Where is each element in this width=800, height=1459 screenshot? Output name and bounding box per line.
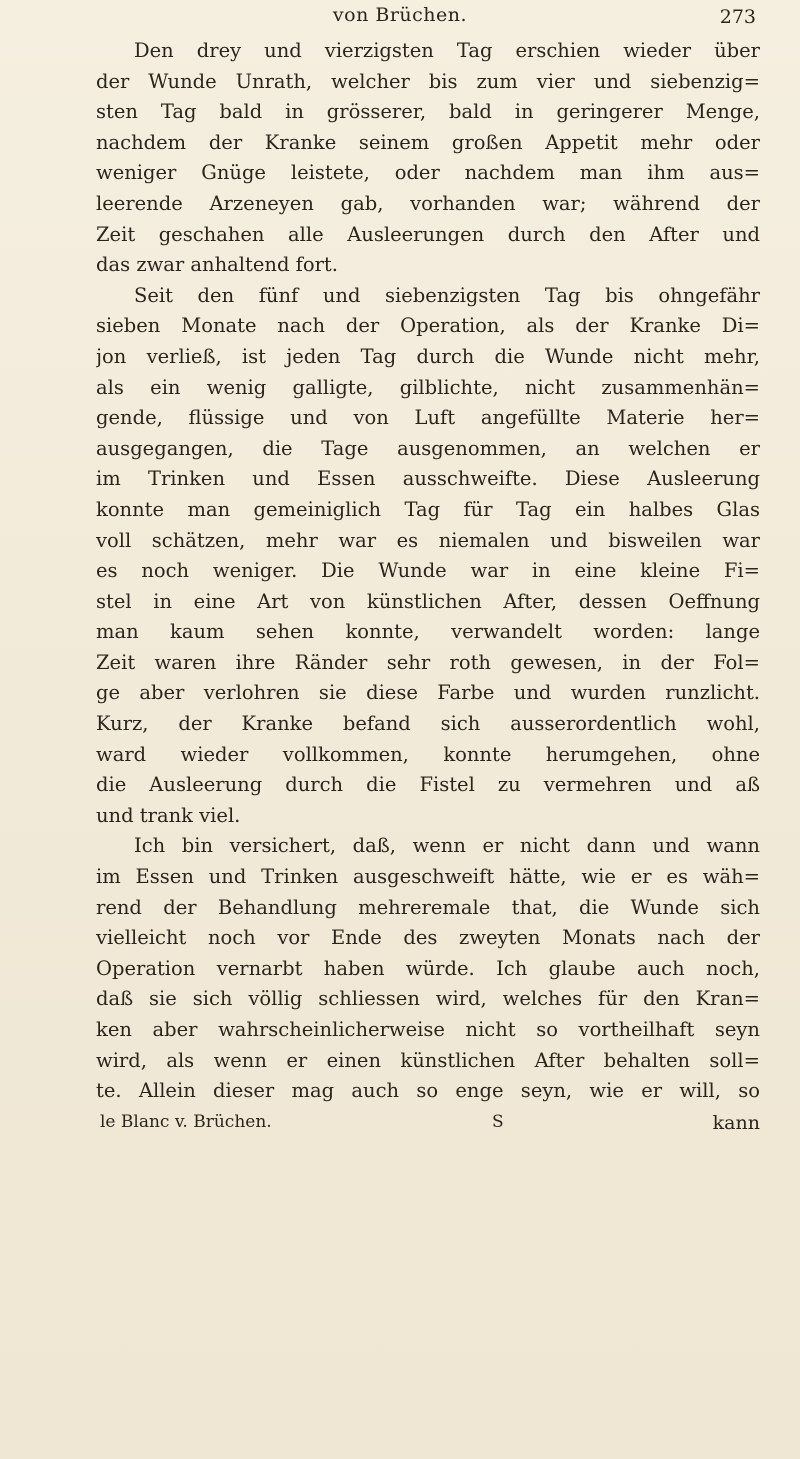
signature-mark: S: [492, 1112, 504, 1132]
page-header: [0, 2, 800, 32]
page-number: 273: [719, 6, 756, 28]
text-line: te. Allein dieser mag auch so enge seyn, wie er will, so: [96, 1079, 760, 1103]
text-line: sten Tag bald in grösserer, bald in geringerer Menge,: [96, 100, 760, 124]
text-line: Zeit waren ihre Ränder sehr roth gewesen, in der Fol=: [96, 650, 760, 674]
text-line: man kaum sehen konnte, verwandelt worden: lange: [96, 620, 760, 644]
catchword: kann: [712, 1112, 760, 1134]
text-line: ge aber verlohren sie diese Farbe und wurden runzlicht.: [96, 681, 760, 705]
text-line: wird, als wenn er einen künstlichen After behalten soll=: [96, 1048, 760, 1072]
text-line: weniger Gnüge leistete, oder nachdem man ihm aus=: [96, 161, 760, 185]
text-line: als ein wenig galligte, gilblichte, nicht zusammenhän=: [96, 375, 760, 399]
text-line: Den drey und vierzigsten Tag erschien wieder über: [134, 39, 760, 62]
text-line: daß sie sich völlig schliessen wird, welches für den Kran=: [96, 987, 760, 1011]
text-line: die Ausleerung durch die Fistel zu vermehren und aß: [96, 773, 760, 797]
text-line: nachdem der Kranke seinem großen Appetit mehr oder: [96, 130, 760, 154]
signature-left: le Blanc v. Brüchen.: [100, 1112, 272, 1132]
text-line: das zwar anhaltend fort.: [96, 253, 338, 277]
text-line: im Essen und Trinken ausgeschweift hätte, wie er es wäh=: [96, 865, 760, 889]
text-line: Seit den fünf und siebenzigsten Tag bis ohngefähr: [134, 283, 760, 307]
running-head: von Brüchen.: [332, 4, 468, 26]
text-line: konnte man gemeiniglich Tag für Tag ein halbes Glas: [96, 497, 760, 521]
text-line: ward wieder vollkommen, konnte herumgehen, ohne: [96, 742, 760, 766]
text-line: der Wunde Unrath, welcher bis zum vier und siebenzig=: [96, 69, 760, 93]
text-line: ken aber wahrscheinlicherweise nicht so vortheilhaft seyn: [96, 1018, 760, 1041]
body-text: [96, 36, 760, 1107]
page-footer: [100, 1112, 764, 1142]
text-line: gende, flüssige und von Luft angefüllte Materie her=: [96, 406, 760, 430]
text-line: leerende Arzeneyen gab, vorhanden war; während der: [96, 191, 760, 215]
text-line: im Trinken und Essen ausschweifte. Diese Ausleerung: [96, 467, 760, 491]
text-line: rend der Behandlung mehreremale that, die Wunde sich: [96, 895, 760, 919]
text-line: Kurz, der Kranke befand sich ausserordentlich wohl,: [96, 712, 760, 736]
text-line: Zeit geschahen alle Ausleerungen durch den After und: [96, 222, 760, 246]
text-line: voll schätzen, mehr war es niemalen und bisweilen war: [96, 528, 760, 552]
text-line: und trank viel.: [96, 803, 241, 827]
text-line: sieben Monate nach der Operation, als der Kranke Di=: [96, 314, 760, 338]
text-line: ausgegangen, die Tage ausgenommen, an welchen er: [96, 436, 760, 460]
text-line: jon verließ, ist jeden Tag durch die Wunde nicht mehr,: [96, 344, 760, 368]
text-line: stel in eine Art von künstlichen After, dessen Oeffnung: [96, 589, 760, 613]
text-line: es noch weniger. Die Wunde war in eine kleine Fi=: [96, 559, 760, 583]
text-line: vielleicht noch vor Ende des zweyten Monats nach der: [96, 926, 760, 950]
text-line: Operation vernarbt haben würde. Ich glaube auch noch,: [96, 956, 760, 980]
text-line: Ich bin versichert, daß, wenn er nicht dann und wann: [134, 834, 760, 858]
